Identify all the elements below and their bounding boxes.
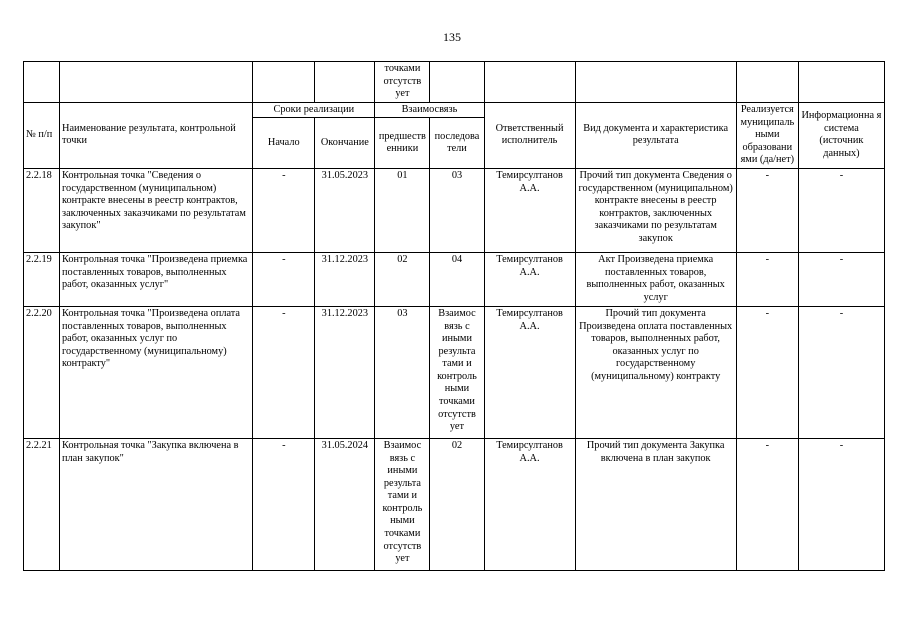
row-num: 2.2.21 — [24, 439, 60, 571]
header-name: Наименование результата, контрольной точки — [60, 102, 253, 169]
table-row — [24, 439, 885, 571]
row-info: - — [798, 169, 884, 253]
row-doc: Акт Произведена приемка поставленных товаров, выполненных работ, оказанных услуг — [575, 253, 736, 307]
row-responsible: Темирсултанов А.А. — [484, 253, 575, 307]
row-num: 2.2.18 — [24, 169, 60, 253]
row-start: - — [253, 307, 315, 439]
row-successors: 03 — [430, 169, 484, 253]
control-points-table — [23, 61, 885, 571]
row-responsible: Темирсултанов А.А. — [484, 169, 575, 253]
header-end: Окончание — [315, 118, 375, 169]
row-name: Контрольная точка "Произведена приемка поставленных товаров, выполненных работ, оказанных услуг" — [60, 253, 253, 307]
row-municipal: - — [736, 307, 798, 439]
row-info: - — [798, 439, 884, 571]
row-responsible: Темирсултанов А.А. — [484, 307, 575, 439]
row-successors: Взаимос вязь с иными результа тами и контроль ными точками отсутств ует — [430, 307, 484, 439]
header-row-top — [24, 102, 885, 118]
header-num: № п/п — [24, 102, 60, 169]
header-responsible: Ответственный исполнитель — [484, 102, 575, 169]
row-info: - — [798, 307, 884, 439]
row-name: Контрольная точка "Произведена оплата поставленных товаров, выполненных работ, оказанных услуг по государственному (муниципальному) контракту" — [60, 307, 253, 439]
row-name: Контрольная точка "Сведения о государственном (муниципальном) контракте внесены в реестр контрактов, заключенных заказчиками по результатам закупок" — [60, 169, 253, 253]
row-successors: 02 — [430, 439, 484, 571]
row-doc: Прочий тип документа Сведения о государственном (муниципальном) контракте внесены в реестр контрактов, заключенных заказчиками по результатам закупок — [575, 169, 736, 253]
header-successors: последова тели — [430, 118, 484, 169]
row-responsible: Темирсултанов А.А. — [484, 439, 575, 571]
page-number: 135 — [443, 30, 461, 44]
row-info: - — [798, 253, 884, 307]
row-doc: Прочий тип документа Закупка включена в план закупок — [575, 439, 736, 571]
header-info-system: Информационна я система (источник данных) — [798, 102, 884, 169]
table-row — [24, 169, 885, 253]
header-municipal: Реализуется муниципаль ными образовани ями (да/нет) — [736, 102, 798, 169]
row-predecessors: 02 — [375, 253, 430, 307]
row-name: Контрольная точка "Закупка включена в план закупок" — [60, 439, 253, 571]
row-municipal: - — [736, 253, 798, 307]
carry-over-row — [24, 62, 885, 103]
row-municipal: - — [736, 169, 798, 253]
table-row — [24, 253, 885, 307]
row-end: 31.12.2023 — [315, 307, 375, 439]
row-successors: 04 — [430, 253, 484, 307]
row-end: 31.05.2023 — [315, 169, 375, 253]
row-predecessors: 03 — [375, 307, 430, 439]
row-end: 31.12.2023 — [315, 253, 375, 307]
header-predecessors: предшеств енники — [375, 118, 430, 169]
row-predecessors: Взаимос вязь с иными результа тами и контроль ными точками отсутств ует — [375, 439, 430, 571]
row-predecessors: 01 — [375, 169, 430, 253]
table-row — [24, 307, 885, 439]
row-end: 31.05.2024 — [315, 439, 375, 571]
row-start: - — [253, 253, 315, 307]
header-doc-type: Вид документа и характеристика результата — [575, 102, 736, 169]
row-start: - — [253, 169, 315, 253]
row-num: 2.2.19 — [24, 253, 60, 307]
row-municipal: - — [736, 439, 798, 571]
header-start: Начало — [253, 118, 315, 169]
carry-over-cell: точками отсутств ует — [375, 62, 430, 103]
row-start: - — [253, 439, 315, 571]
header-relation: Взаимосвязь — [375, 102, 484, 118]
row-doc: Прочий тип документа Произведена оплата поставленных товаров, выполненных работ, оказанных услуг по государственному (муниципальному) контракту — [575, 307, 736, 439]
header-terms: Сроки реализации — [253, 102, 375, 118]
row-num: 2.2.20 — [24, 307, 60, 439]
